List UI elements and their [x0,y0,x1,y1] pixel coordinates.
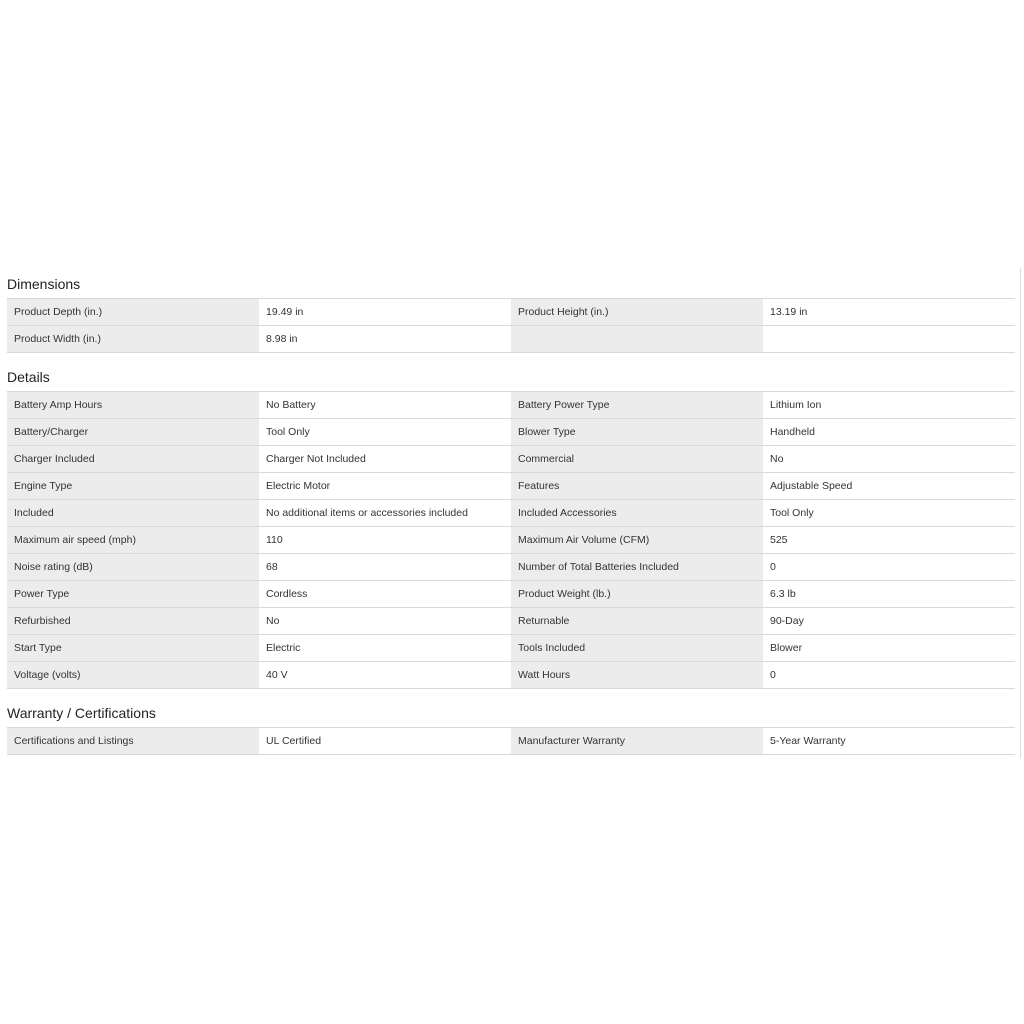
spec-value: Electric Motor [259,473,511,499]
spec-value: 68 [259,554,511,580]
spec-value: 90-Day [763,608,1015,634]
spec-row [7,662,1015,689]
spec-label: Manufacturer Warranty [511,728,763,754]
spec-value: No Battery [259,392,511,418]
spec-label: Returnable [511,608,763,634]
spec-value: 5-Year Warranty [763,728,1015,754]
spec-label: Watt Hours [511,662,763,688]
spec-value: Blower [763,635,1015,661]
spec-label: Start Type [7,635,259,661]
spec-label: Product Depth (in.) [7,299,259,325]
spec-row [7,392,1015,419]
spec-value: 110 [259,527,511,553]
spec-value: Charger Not Included [259,446,511,472]
spec-label: Included [7,500,259,526]
spec-row [7,473,1015,500]
spec-row [7,527,1015,554]
spec-empty-cell [763,326,1015,352]
section-title-dimensions: Dimensions [7,276,81,292]
spec-value: Tool Only [763,500,1015,526]
spec-label: Product Width (in.) [7,326,259,352]
spec-row [7,581,1015,608]
spec-label: Features [511,473,763,499]
spec-row [7,299,1015,326]
section-title-details: Details [7,369,50,385]
spec-row [7,446,1015,473]
spec-row [7,635,1015,662]
spec-value: Tool Only [259,419,511,445]
spec-label: Included Accessories [511,500,763,526]
spec-value: Handheld [763,419,1015,445]
spec-value: 8.98 in [259,326,511,352]
specifications-table [7,272,1015,755]
spec-label: Refurbished [7,608,259,634]
spec-row [7,500,1015,527]
spec-value: 525 [763,527,1015,553]
spec-value: No additional items or accessories included [259,500,511,526]
spec-value: UL Certified [259,728,511,754]
spec-value: No [259,608,511,634]
spec-value: 19.49 in [259,299,511,325]
details-rows [7,391,1015,689]
spec-label: Product Weight (lb.) [511,581,763,607]
spec-value: 0 [763,554,1015,580]
spec-value: 0 [763,662,1015,688]
spec-label: Product Height (in.) [511,299,763,325]
spec-label: Blower Type [511,419,763,445]
spec-value: Adjustable Speed [763,473,1015,499]
spec-label: Number of Total Batteries Included [511,554,763,580]
spec-label: Battery Amp Hours [7,392,259,418]
dimensions-rows [7,298,1015,353]
spec-value: No [763,446,1015,472]
warranty-rows [7,727,1015,755]
spec-label: Battery Power Type [511,392,763,418]
spec-label: Certifications and Listings [7,728,259,754]
right-divider [1020,268,1021,758]
spec-label: Maximum air speed (mph) [7,527,259,553]
spec-label: Battery/Charger [7,419,259,445]
spec-label: Voltage (volts) [7,662,259,688]
spec-label: Power Type [7,581,259,607]
spec-value: Lithium Ion [763,392,1015,418]
spec-empty-cell [511,326,763,352]
spec-value: 6.3 lb [763,581,1015,607]
spec-row [7,554,1015,581]
spec-row [7,419,1015,446]
spec-value: Electric [259,635,511,661]
spec-label: Engine Type [7,473,259,499]
section-title-warranty-certifications: Warranty / Certifications [7,705,156,721]
spec-row [7,608,1015,635]
spec-value: Cordless [259,581,511,607]
spec-value: 40 V [259,662,511,688]
spec-row [7,728,1015,755]
spec-label: Charger Included [7,446,259,472]
spec-label: Tools Included [511,635,763,661]
spec-row [7,326,1015,353]
spec-label: Noise rating (dB) [7,554,259,580]
spec-value: 13.19 in [763,299,1015,325]
spec-label: Commercial [511,446,763,472]
spec-label: Maximum Air Volume (CFM) [511,527,763,553]
